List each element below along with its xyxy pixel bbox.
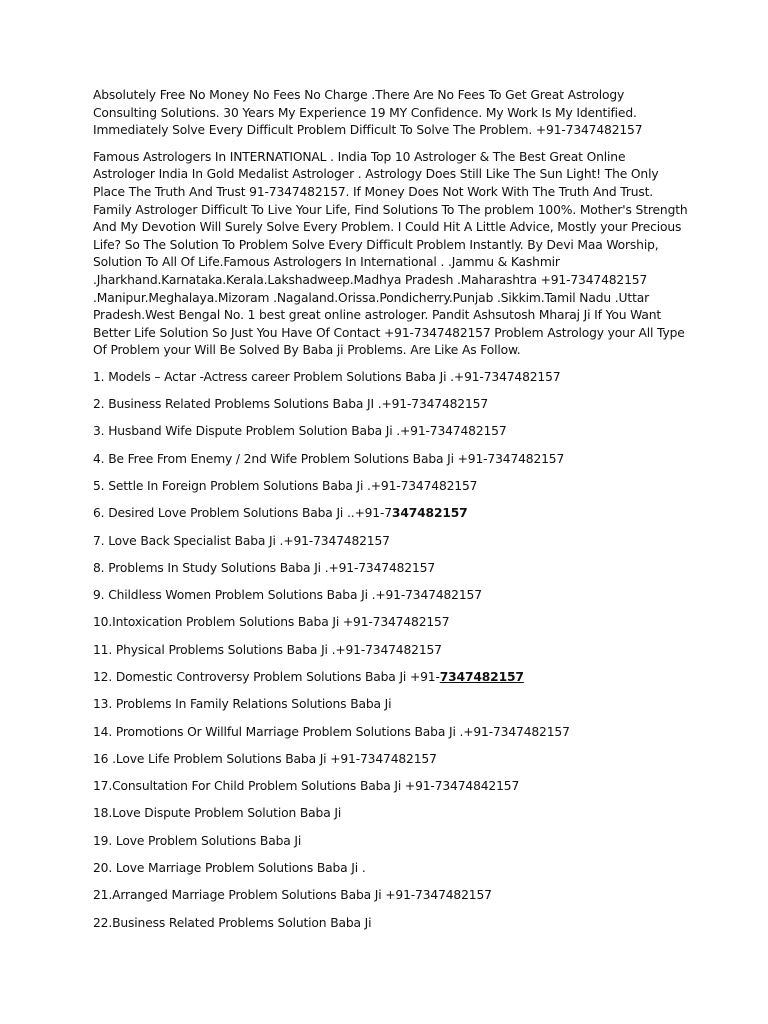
problem-list — [93, 369, 688, 932]
list-item: 19. Love Problem Solutions Baba Ji — [93, 833, 302, 848]
list-item: 20. Love Marriage Problem Solutions Baba Ji . — [93, 860, 366, 875]
list-item: 9. Childless Women Problem Solutions Baba Ji .+91-7347482157 — [93, 588, 482, 603]
list-item: 11. Physical Problems Solutions Baba Ji .+91-7347482157 — [93, 642, 442, 657]
list-item: 21.Arranged Marriage Problem Solutions Baba Ji +91-7347482157 — [93, 888, 492, 903]
list-item: 5. Settle In Foreign Problem Solutions Baba Ji .+91-7347482157 — [93, 479, 478, 494]
list-item: 8. Problems In Study Solutions Baba Ji .+91-7347482157 — [93, 560, 435, 575]
list-item-text: 6. Desired Love Problem Solutions Baba Ji ..+91-7 — [93, 506, 392, 521]
list-item: 3. Husband Wife Dispute Problem Solution Baba Ji .+91-7347482157 — [93, 424, 507, 439]
list-item: 4. Be Free From Enemy / 2nd Wife Problem Solutions Baba Ji +91-7347482157 — [93, 451, 565, 466]
intro-paragraph: Absolutely Free No Money No Fees No Charge .There Are No Fees To Get Great Astrology Consulting Solutions. 30 Years My Experience 19 MY Confidence. My Work Is My Identified. Immediately Solve Every Difficult Problem Difficult To Solve The Problem. +91-7347482157 — [93, 88, 643, 138]
list-item: 2. Business Related Problems Solutions Baba JI .+91-7347482157 — [93, 397, 489, 412]
astrologer-paragraph: Famous Astrologers In INTERNATIONAL . India Top 10 Astrologer & The Best Great Online Astrologer India In Gold Medalist Astrologer . Astrology Does Still Like The Sun Light! The Only Place The Truth And Trust 91-7347482157. If Money Does Not Work With The Truth And Trust. Family Astrologer Difficult To Live Your Life, Find Solutions To The problem 100%. Mother's Strength And My Devotion Will Surely Solve Every Problem. I Could Hit A Little Advice, Mostly your Precious Life? So The Solution To Problem Solve Every Difficult Problem Instantly. By Devi Maa Worship, Solution To All Of Life.Famous Astrologers In International . .Jammu & Kashmir .Jharkhand.Karnataka.Kerala.Lakshadweep.Madhya Pradesh .Maharashtra +91-7347482157 .Manipur.Meghalaya.Mizoram .Nagaland.Orissa.Pondicherry.Punjab .Sikkim.Tamil Nadu .Uttar Pradesh.West Bengal No. 1 best great online astrologer. Pandit Ashsutosh Mharaj Ji If You Want Better Life Solution So Just You Have Of Contact +91-7347482157 Problem Astrology your All Type Of Problem your Will Be Solved By Baba ji Problems. Are Like As Follow. — [93, 149, 688, 358]
list-item — [93, 505, 688, 523]
list-item: 10.Intoxication Problem Solutions Baba Ji +91-7347482157 — [93, 615, 450, 630]
list-item: 16 .Love Life Problem Solutions Baba Ji +91-7347482157 — [93, 751, 437, 766]
underlined-phone-number: 7347482157 — [439, 670, 524, 684]
list-item: 17.Consultation For Child Problem Solutions Baba Ji +91-73474842157 — [93, 779, 520, 794]
list-item: 22.Business Related Problems Solution Baba Ji — [93, 915, 372, 930]
list-item: 14. Promotions Or Willful Marriage Problem Solutions Baba Ji .+91-7347482157 — [93, 724, 570, 739]
list-item: 13. Problems In Family Relations Solutions Baba Ji — [93, 697, 392, 712]
list-item: 7. Love Back Specialist Baba Ji .+91-7347482157 — [93, 533, 390, 548]
list-item: 1. Models – Actar -Actress career Problem Solutions Baba Ji .+91-7347482157 — [93, 369, 561, 384]
list-item: 18.Love Dispute Problem Solution Baba Ji — [93, 806, 342, 821]
list-item-text: 12. Domestic Controversy Problem Solutions Baba Ji +91- — [93, 670, 440, 684]
list-item — [93, 669, 688, 687]
bold-phone-number: 347482157 — [391, 506, 468, 521]
